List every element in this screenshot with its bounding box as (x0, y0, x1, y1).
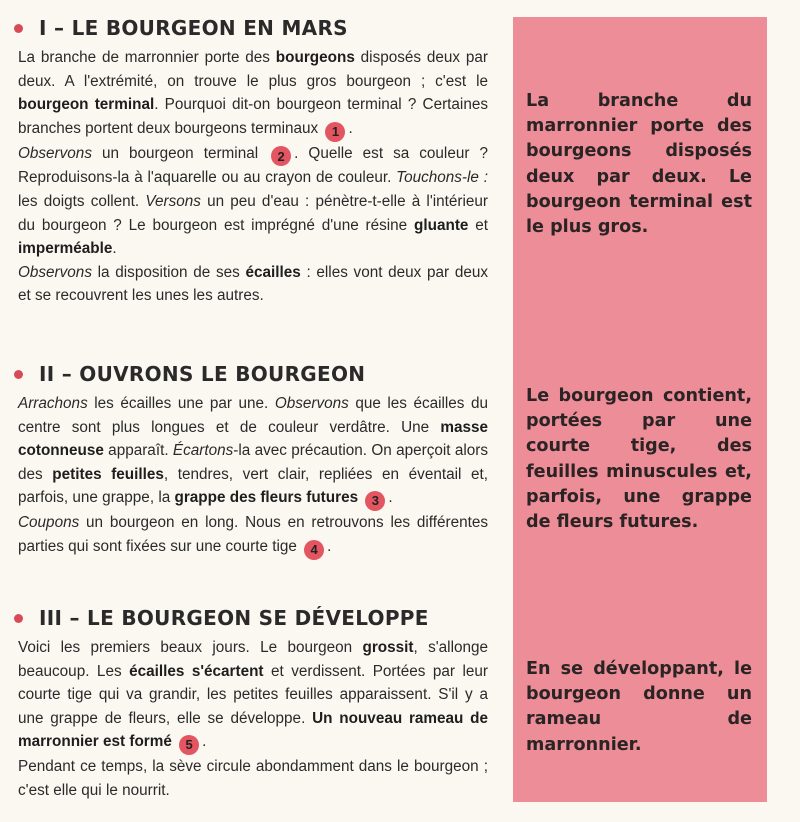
section-2 (18, 356, 488, 560)
figure-number-badge: 2 (271, 146, 291, 166)
bold-text: petites feuilles (52, 465, 164, 483)
bold-text: bourgeon terminal (18, 96, 155, 114)
text-run: Pendant ce temps, la sève circule abondamment dans le bourgeon ; c'est elle qui le nourrit. (18, 758, 488, 799)
text-run: , s'allonge beaucoup. Les (18, 639, 488, 680)
text-run: un peu d'eau : pénètre-t-elle à l'intérieur du bourgeon ? Le bourgeon est imprégné d'une résine (18, 192, 489, 234)
bullet-icon (14, 24, 23, 33)
section-heading-text: II – OUVRONS LE BOURGEON (39, 362, 366, 386)
bold-text: bourgeons (275, 49, 355, 66)
text-run: un bourgeon terminal (91, 144, 269, 162)
paragraph (18, 636, 488, 755)
text-run: -la avec précaution. On aperçoit alors des (18, 442, 488, 483)
bold-text: gluante (414, 216, 469, 234)
text-run: . (327, 537, 332, 555)
section-body (18, 636, 488, 802)
italic-text: Écartons (172, 442, 234, 460)
paragraph (18, 511, 488, 559)
text-run: . (202, 733, 207, 751)
summary-text: Le bourgeon contient, portées par une courte tige, des feuilles minuscules et, parfois, une grappe de fleurs futures. (526, 386, 752, 533)
section-1 (18, 10, 488, 308)
text-run: La branche de marronnier porte des (18, 49, 276, 66)
paragraph (18, 261, 488, 308)
figure-number-badge: 4 (304, 540, 324, 560)
text-run: Voici les premiers beaux jours. Le bourgeon (18, 639, 363, 656)
section-heading (18, 600, 488, 636)
section-body (18, 46, 488, 308)
text-run: . (388, 489, 393, 507)
text-run: . (112, 240, 117, 258)
paragraph (18, 755, 488, 802)
text-run: apparaît. (103, 442, 173, 460)
italic-text: Touchons-le : (396, 169, 488, 187)
text-run: que les écailles du centre sont plus longues et de couleur verdâtre. Une (18, 395, 488, 436)
italic-text: Coupons (18, 514, 80, 532)
paragraph (18, 46, 488, 142)
text-run: et verdissent. Portées par leur courte tige qui va grandir, les petites feuilles apparaissent. S'il y a une grappe de fleurs, elle se développe. (18, 662, 489, 727)
bold-text: Un nouveau rameau de marronnier est formé (18, 709, 489, 751)
bullet-icon (14, 614, 23, 623)
section-heading-text: I – LE BOURGEON EN MARS (39, 16, 348, 40)
text-run: les doigts collent. (18, 192, 146, 210)
text-run: un bourgeon en long. Nous en retrouvons les différentes parties qui sont fixées sur une courte tige (18, 514, 488, 555)
italic-text: Observons (274, 395, 349, 412)
text-run: . Quelle est sa couleur ? Reproduisons-la à l'aquarelle ou au crayon de couleur. (18, 144, 488, 187)
figure-number-badge: 3 (365, 491, 385, 511)
bold-text: grossit (362, 639, 414, 656)
section-heading-text: III – LE BOURGEON SE DÉVELOPPE (39, 606, 429, 630)
section-3 (18, 600, 488, 802)
bullet-icon (14, 370, 23, 379)
text-run: la disposition de ses (91, 263, 246, 281)
paragraph (18, 142, 488, 261)
italic-text: Arrachons (18, 395, 88, 412)
summary-text: La branche du marronnier porte des bourgeons disposés deux par deux. Le bourgeon terminal est le plus gros. (526, 91, 752, 238)
bold-text: grappe des fleurs futures (174, 489, 359, 507)
paragraph (18, 392, 488, 511)
text-run: . (348, 119, 353, 137)
bold-text: imperméable (18, 240, 113, 258)
text-run: les écailles une par une. (87, 395, 275, 412)
italic-text: Observons (18, 263, 92, 281)
text-run (172, 733, 176, 750)
figure-number-badge: 5 (179, 735, 199, 755)
italic-text: Observons (18, 144, 92, 162)
figure-number-badge: 1 (325, 122, 345, 142)
text-run (358, 489, 362, 506)
italic-text: Versons (145, 192, 201, 210)
bold-text: masse cotonneuse (18, 418, 488, 460)
bold-text: écailles s'écartent (129, 662, 264, 680)
section-heading (18, 10, 488, 46)
section-heading (18, 356, 488, 392)
section-body (18, 392, 488, 560)
bold-text: écailles (245, 263, 301, 281)
text-run: et (468, 216, 489, 234)
text-run: . Pourquoi dit-on bourgeon terminal ? Certaines branches portent deux bourgeons terminaux (18, 96, 488, 137)
text-run: disposés deux par deux. A l'extrémité, on trouve le plus gros bourgeon ; c'est le (18, 49, 488, 90)
summary-text: En se développant, le bourgeon donne un rameau de marronnier. (526, 659, 752, 755)
text-run: : elles vont deux par deux et se recouvrent les unes les autres. (18, 263, 488, 305)
text-run: , tendres, vert clair, repliées en éventail et, parfois, une grappe, la (18, 465, 489, 507)
